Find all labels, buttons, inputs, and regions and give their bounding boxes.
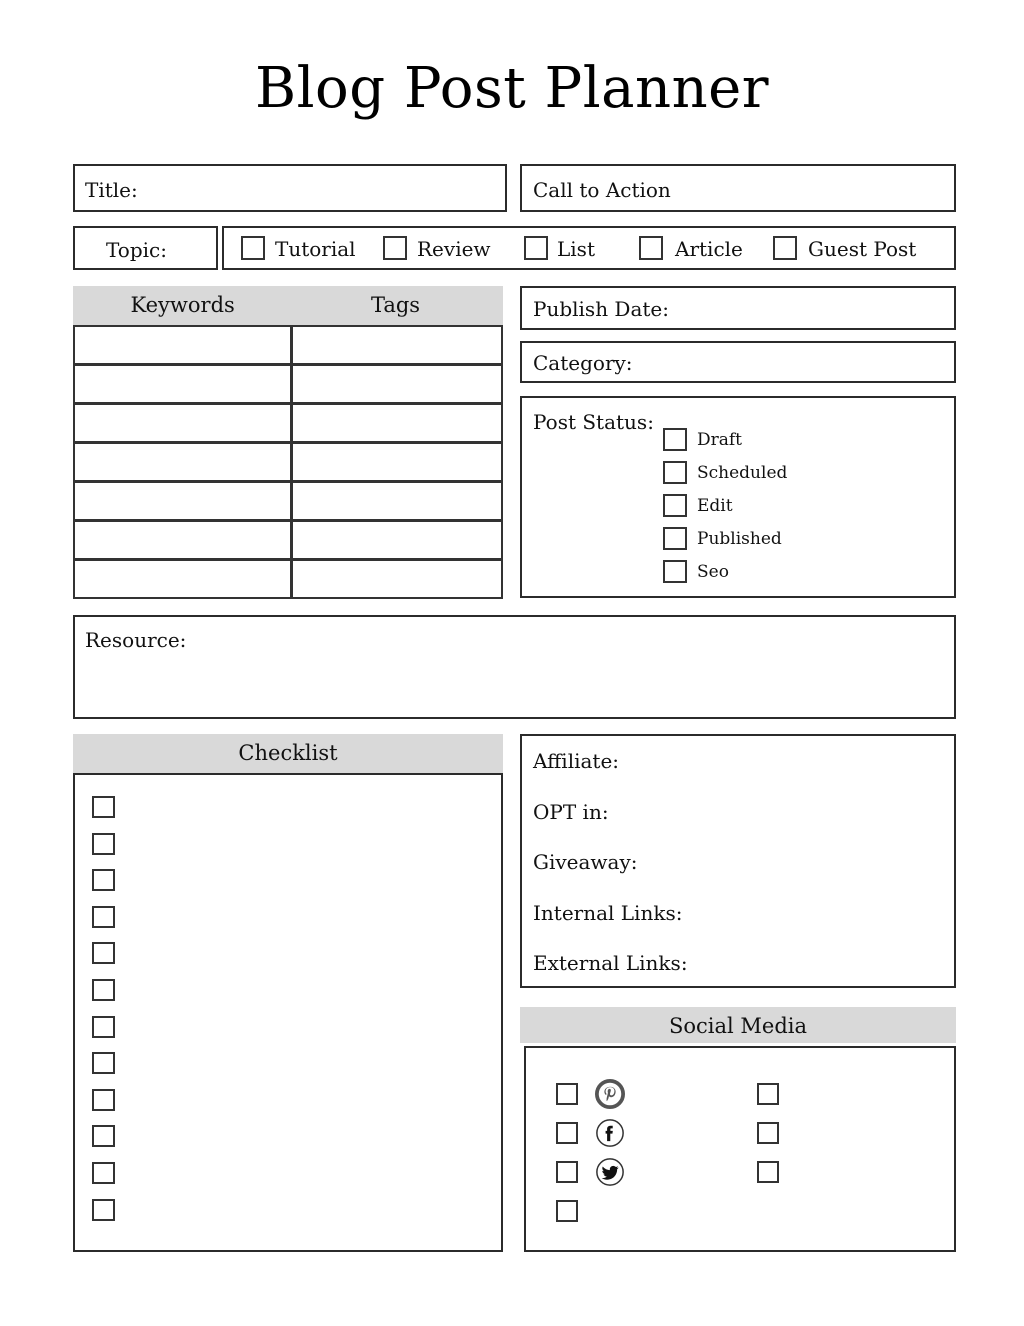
facebook-icon [595, 1118, 625, 1148]
links-panel-label: OPT in: [533, 800, 609, 824]
topic-checkbox-tutorial[interactable] [241, 236, 265, 260]
checklist-checkbox[interactable] [92, 979, 115, 1001]
social-checkbox-right-2[interactable] [757, 1122, 779, 1144]
social-checkbox-right-3[interactable] [757, 1161, 779, 1183]
keywords-tags-header [73, 286, 503, 325]
post-status-option-label: Edit [697, 496, 733, 516]
title-label: Title: [85, 178, 138, 202]
checklist-checkbox[interactable] [92, 906, 115, 928]
checklist-checkbox[interactable] [92, 833, 115, 855]
resource-label: Resource: [85, 628, 187, 652]
checklist-checkbox[interactable] [92, 942, 115, 964]
resource-field[interactable] [73, 615, 956, 719]
page-title: Blog Post Planner [254, 56, 770, 121]
checklist-checkbox[interactable] [92, 869, 115, 891]
pinterest-icon [595, 1079, 625, 1109]
links-panel-label: External Links: [533, 951, 688, 975]
twitter-icon [595, 1157, 625, 1187]
keywords-cell[interactable] [73, 403, 292, 443]
tags-cell[interactable] [291, 325, 503, 365]
social-checkbox-left-3[interactable] [556, 1161, 578, 1183]
title-field[interactable] [73, 164, 507, 212]
social-checkbox-left-2[interactable] [556, 1122, 578, 1144]
social-checkbox-left-4[interactable] [556, 1200, 578, 1222]
post-status-checkbox-seo[interactable] [663, 560, 687, 583]
links-panel-label: Giveaway: [533, 850, 638, 874]
topic-label: Topic: [106, 238, 167, 262]
keywords-cell[interactable] [73, 442, 292, 482]
keywords-cell[interactable] [73, 520, 292, 560]
tags-cell[interactable] [291, 364, 503, 404]
topic-checkbox-list[interactable] [524, 236, 548, 260]
tags-header-label: Tags [370, 293, 421, 317]
post-status-option-label: Scheduled [697, 463, 788, 483]
tags-cell[interactable] [291, 520, 503, 560]
checklist-checkbox[interactable] [92, 796, 115, 818]
post-status-label: Post Status: [533, 410, 654, 434]
checklist-panel [73, 773, 503, 1252]
social-checkbox-left-1[interactable] [556, 1083, 578, 1105]
post-status-checkbox-draft[interactable] [663, 428, 687, 451]
keywords-cell[interactable] [73, 325, 292, 365]
topic-checkbox-review[interactable] [383, 236, 407, 260]
social-media-header: Social Media [520, 1007, 956, 1043]
post-status-option-label: Draft [697, 430, 743, 450]
tags-cell[interactable] [291, 403, 503, 443]
topic-option-label: Article [675, 237, 743, 261]
keywords-cell[interactable] [73, 559, 292, 599]
post-status-checkbox-published[interactable] [663, 527, 687, 550]
checklist-header: Checklist [73, 734, 503, 773]
topic-option-label: Tutorial [275, 237, 356, 261]
tags-cell[interactable] [291, 559, 503, 599]
post-status-checkbox-edit[interactable] [663, 494, 687, 517]
topic-option-label: Review [417, 237, 491, 261]
topic-checkbox-guest-post[interactable] [773, 236, 797, 260]
category-label: Category: [533, 351, 633, 375]
tags-cell[interactable] [291, 442, 503, 482]
checklist-checkbox[interactable] [92, 1162, 115, 1184]
keywords-cell[interactable] [73, 481, 292, 521]
post-status-option-label: Seo [697, 562, 729, 582]
keywords-cell[interactable] [73, 364, 292, 404]
social-checkbox-right-1[interactable] [757, 1083, 779, 1105]
social-media-panel [524, 1046, 956, 1252]
publish-date-label: Publish Date: [533, 297, 670, 321]
tags-cell[interactable] [291, 481, 503, 521]
post-status-option-label: Published [697, 529, 782, 549]
links-panel-label: Affiliate: [533, 749, 620, 773]
topic-checkbox-article[interactable] [639, 236, 663, 260]
checklist-checkbox[interactable] [92, 1125, 115, 1147]
checklist-checkbox[interactable] [92, 1016, 115, 1038]
checklist-checkbox[interactable] [92, 1199, 115, 1221]
links-panel-label: Internal Links: [533, 901, 683, 925]
checklist-checkbox[interactable] [92, 1089, 115, 1111]
topic-option-label: List [557, 237, 595, 261]
keywords-header-label: Keywords [130, 293, 235, 317]
topic-option-label: Guest Post [808, 237, 917, 261]
checklist-checkbox[interactable] [92, 1052, 115, 1074]
post-status-checkbox-scheduled[interactable] [663, 461, 687, 484]
call-to-action-label: Call to Action [533, 178, 671, 202]
